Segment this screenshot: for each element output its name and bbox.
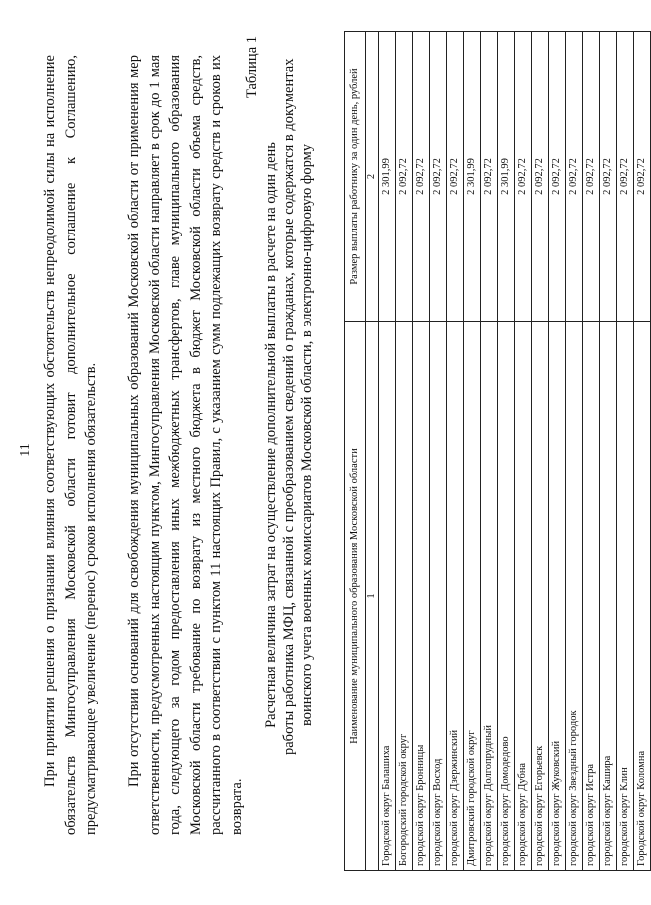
table-row: [634, 32, 651, 871]
table-row: [583, 32, 600, 871]
municipality-name: Городской округ Коломна: [634, 322, 651, 871]
payment-value: 2 092,72: [532, 32, 549, 322]
page-number: 11: [18, 443, 33, 457]
table-row: [600, 32, 617, 871]
table-title: [262, 58, 316, 755]
payment-table: [344, 31, 651, 871]
payment-value: 2 301,99: [379, 32, 396, 322]
payment-value: 2 092,72: [583, 32, 600, 322]
payment-value: 2 092,72: [481, 32, 498, 322]
payment-value: 2 092,72: [413, 32, 430, 322]
payment-value: 2 301,99: [464, 32, 481, 322]
table-row: [447, 32, 464, 871]
payment-value: 2 092,72: [549, 32, 566, 322]
payment-value: 2 092,72: [617, 32, 634, 322]
municipality-name: Городской округ Балашиха: [379, 322, 396, 871]
payment-value: 2 092,72: [600, 32, 617, 322]
municipality-name: городской округ Восход: [430, 322, 447, 871]
municipality-name: городской округ Клин: [617, 322, 634, 871]
table-row: [413, 32, 430, 871]
municipality-name: городской округ Жуковский: [549, 322, 566, 871]
table-row: [532, 32, 549, 871]
payment-value: 2 092,72: [566, 32, 583, 322]
table-row: [464, 32, 481, 871]
municipality-name: Богородский городской округ: [396, 322, 413, 871]
paragraph-force-majeure: [40, 55, 102, 835]
title-line: воинского учета военных комиссариатов Московской области, в электронно-цифровую форму: [299, 143, 315, 727]
table-row: [566, 32, 583, 871]
municipality-name: городской округ Звездный городок: [566, 322, 583, 871]
table-row: [396, 32, 413, 871]
payment-value: 2 092,72: [634, 32, 651, 322]
paragraph-text: При принятии решения о признании влияния соответствующих обстоятельств непреодолимой силы на исполнение обязательств Мингосуправления Московской области готовит дополнительное соглашение к Соглашению, предусматривающее увеличение (перенос) сроков исполнения обязательств.: [42, 55, 99, 835]
header-municipality: Наименование муниципального образования Московской области: [345, 322, 366, 871]
paragraph-refund-requirement: [124, 55, 247, 835]
municipality-name: городской округ Дзержинский: [447, 322, 464, 871]
table-header-row: [345, 32, 366, 871]
payment-value: 2 092,72: [396, 32, 413, 322]
paragraph-text: При отсутствии оснований для освобождения муниципальных образований Московской области от применения мер ответственности, предусмотренных настоящим пунктом, Мингосуправления Московской области направляет в срок до 1 мая года, следующего за годом предоставления иных межбюджетных трансфертов, главе муниципального образования Московской области требование по возврату из местного бюджета в бюджет Московской области объема средств, рассчитанного в соответствии с пунктом 11 настоящих Правил, с указанием сумм подлежащих возврату средств и сроков их возврата.: [126, 55, 245, 835]
municipality-name: городской округ Домодедово: [498, 322, 515, 871]
title-line: Расчетная величина затрат на осуществление дополнительной выплаты в расчете на один день: [263, 142, 279, 728]
table-row: [481, 32, 498, 871]
municipality-name: городской округ Истра: [583, 322, 600, 871]
table-row: [515, 32, 532, 871]
municipality-name: городской округ Дубна: [515, 322, 532, 871]
table-row: [498, 32, 515, 871]
municipality-name: городской округ Егорьевск: [532, 322, 549, 871]
payment-value: 2 301,99: [498, 32, 515, 322]
table-row: [617, 32, 634, 871]
municipality-name: городской округ Бронницы: [413, 322, 430, 871]
municipality-name: городской округ Долгопрудный: [481, 322, 498, 871]
table-label: Таблица 1: [244, 36, 260, 99]
municipality-name: городской округ Кашира: [600, 322, 617, 871]
table-row: [379, 32, 396, 871]
payment-value: 2 092,72: [447, 32, 464, 322]
title-line: работы работника МФЦ, связанной с преобразованием сведений о гражданах, которые содержатся в документах: [281, 58, 297, 755]
payment-value: 2 092,72: [515, 32, 532, 322]
payment-value: 2 092,72: [430, 32, 447, 322]
municipality-name: Дмитровский городской округ: [464, 322, 481, 871]
table-row: [430, 32, 447, 871]
column-number: 2: [366, 32, 379, 322]
column-number-row: [366, 32, 379, 871]
table-row: [549, 32, 566, 871]
header-payment: Размер выплаты работнику за один день, рублей: [345, 32, 366, 322]
column-number: 1: [366, 322, 379, 871]
